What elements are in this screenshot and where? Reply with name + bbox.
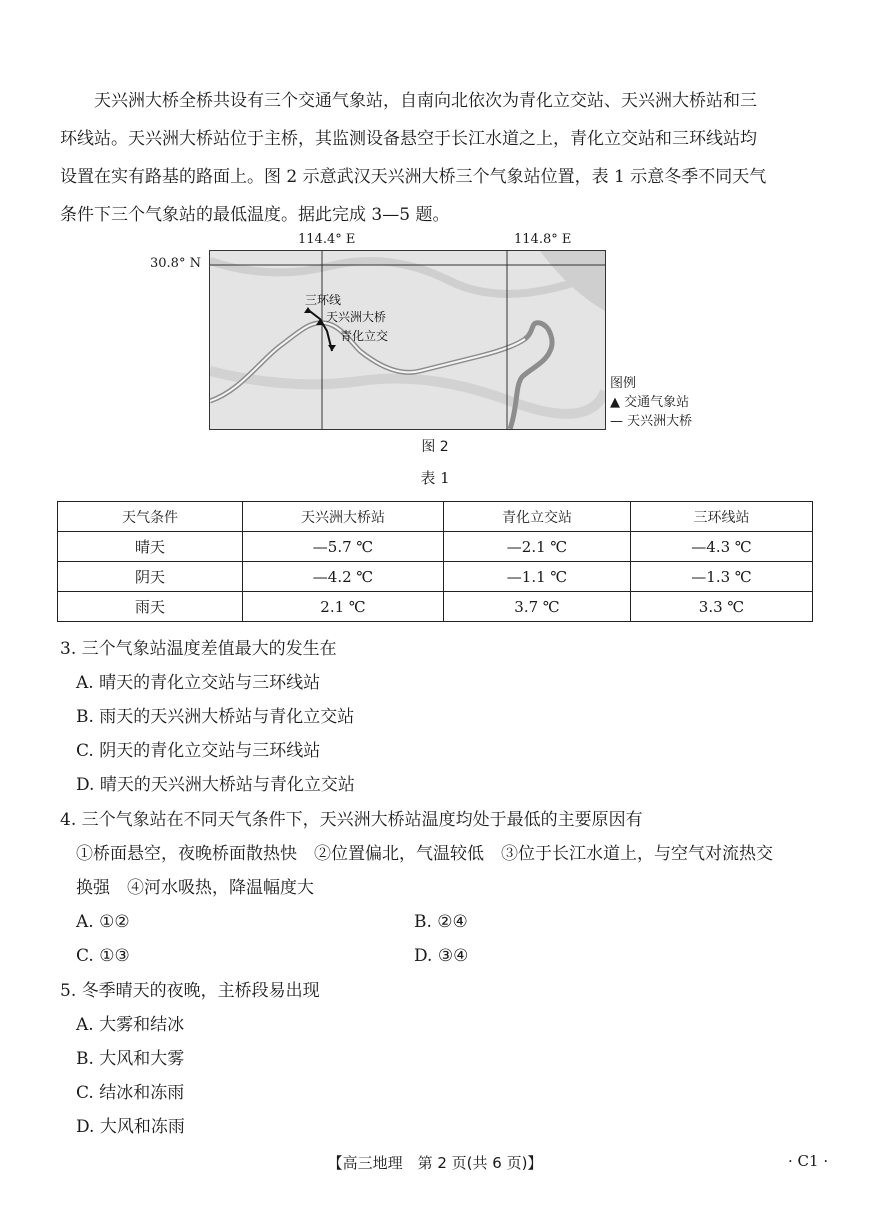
- table-header-row: [58, 502, 813, 532]
- question-stem: 4. 三个气象站在不同天气条件下，天兴洲大桥站温度均处于最低的主要原因有: [60, 810, 643, 830]
- option-d: D. ③④: [414, 946, 469, 966]
- table-cell: —1.3 ℃: [631, 562, 813, 592]
- question-3: [60, 632, 830, 802]
- option-d: D. 晴天的天兴洲大桥站与青化立交站: [76, 775, 355, 795]
- option-c: C. 结冰和冻雨: [76, 1083, 185, 1103]
- table-cell: —4.3 ℃: [631, 532, 813, 562]
- table-row: [58, 562, 813, 592]
- table-cell: 雨天: [58, 592, 243, 622]
- question-stem: 5. 冬季晴天的夜晚，主桥段易出现: [60, 981, 320, 1001]
- option-c: C. 阴天的青化立交站与三环线站: [76, 741, 321, 761]
- legend-station-label: 交通气象站: [624, 395, 690, 410]
- legend-bridge-row: [610, 412, 692, 431]
- line-icon: —: [610, 414, 623, 429]
- temperature-table: [57, 501, 813, 622]
- figure-caption: 图 2: [421, 439, 449, 455]
- intro-line: 天兴洲大桥全桥共设有三个交通气象站，自南向北依次为青化立交站、天兴洲大桥站和三: [94, 91, 757, 111]
- legend-station-row: [610, 393, 692, 412]
- map-image: [209, 250, 606, 430]
- option-a: A. 晴天的青化立交站与三环线站: [76, 673, 321, 693]
- label-qinghua: 青化立交: [340, 329, 389, 343]
- table-cell: 3.3 ℃: [631, 592, 813, 622]
- table-cell: —1.1 ℃: [444, 562, 631, 592]
- legend-bridge-label: 天兴洲大桥: [627, 414, 693, 429]
- intro-line: 条件下三个气象站的最低温度。据此完成 3—5 题。: [60, 205, 450, 225]
- triangle-icon: ▲: [610, 395, 620, 410]
- question-statements: 换强 ④河水吸热，降温幅度大: [76, 878, 314, 898]
- table-cell: 晴天: [58, 532, 243, 562]
- label-sanhuan: 三环线: [305, 293, 342, 307]
- table-cell: —2.1 ℃: [444, 532, 631, 562]
- longitude-label-2: 114.8° E: [514, 232, 572, 247]
- paper-code: · C1 ·: [788, 1152, 829, 1170]
- table-header: 三环线站: [631, 502, 813, 532]
- option-row: [60, 905, 830, 939]
- option-c: C. ①③: [76, 946, 130, 966]
- legend-title: 图例: [610, 376, 637, 391]
- option-d: D. 大风和冻雨: [76, 1117, 185, 1137]
- question-4: [60, 803, 830, 973]
- figure-2-map: [150, 232, 720, 432]
- option-a: A. ①②: [76, 912, 130, 932]
- option-b: B. 大风和大雾: [76, 1049, 185, 1069]
- intro-line: 环线站。天兴洲大桥站位于主桥，其监测设备悬空于长江水道之上，青化立交站和三环线站均: [60, 129, 757, 149]
- table-header: 天兴洲大桥站: [243, 502, 444, 532]
- page-footer: 【高三地理 第 2 页(共 6 页)】: [327, 1154, 543, 1172]
- table-header: 青化立交站: [444, 502, 631, 532]
- table-cell: 阴天: [58, 562, 243, 592]
- option-a: A. 大雾和结冰: [76, 1015, 185, 1035]
- table-header: 天气条件: [58, 502, 243, 532]
- table-row: [58, 592, 813, 622]
- map-svg: [210, 251, 605, 429]
- option-b: B. 雨天的天兴洲大桥站与青化立交站: [76, 707, 355, 727]
- option-b: B. ②④: [414, 912, 468, 932]
- intro-line: 设置在实有路基的路面上。图 2 示意武汉天兴洲大桥三个气象站位置，表 1 示意冬季不同天气: [60, 167, 767, 187]
- question-5: [60, 974, 830, 1144]
- intro-paragraph: [60, 82, 820, 234]
- label-bridge: 天兴洲大桥: [326, 310, 387, 324]
- option-row: [60, 939, 830, 973]
- longitude-label-1: 114.4° E: [298, 232, 356, 247]
- question-stem: 3. 三个气象站温度差值最大的发生在: [60, 639, 337, 659]
- question-statements: ①桥面悬空，夜晚桥面散热快 ②位置偏北，气温较低 ③位于长江水道上，与空气对流热交: [76, 844, 773, 864]
- table-cell: 3.7 ℃: [444, 592, 631, 622]
- table-row: [58, 532, 813, 562]
- table-caption: 表 1: [420, 469, 450, 487]
- map-legend: [610, 374, 692, 431]
- table-cell: —4.2 ℃: [243, 562, 444, 592]
- table-cell: —5.7 ℃: [243, 532, 444, 562]
- table-cell: 2.1 ℃: [243, 592, 444, 622]
- latitude-label: 30.8° N: [150, 256, 201, 271]
